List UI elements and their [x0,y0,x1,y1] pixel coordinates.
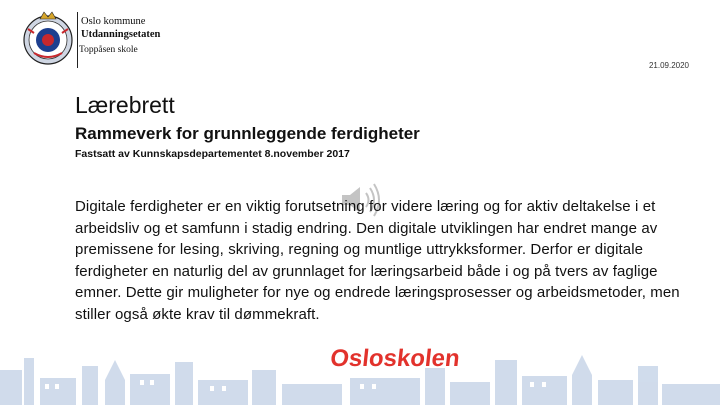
svg-text:Osloskolen: Osloskolen [328,345,462,372]
unit-name: Utdanningsetaten [81,29,161,40]
oslo-coat-of-arms-icon [22,9,74,67]
slide-subtitle: Rammeverk for grunnleggende ferdigheter [75,124,420,143]
school-name: Toppåsen skole [79,45,138,55]
header-divider [77,12,78,68]
source-line: Fastsatt av Kunnskapsdepartementet 8.november 2017 [75,148,350,160]
org-name: Oslo kommune [81,16,146,27]
slide-date: 21.09.2020 [648,61,689,70]
slide-title: Lærebrett [75,92,175,118]
organization-block [81,15,160,41]
body-paragraph: Digitale ferdigheter er en viktig forutsetning for videre læring og for aktiv deltakelse i et arbeidsliv og et samfunn i stadig endring. Den digitale utviklingen har endret mange av premissene for lesing, skriving, regning og muntlige uttrykksformer. Derfor er digitale ferdigheter en naturlig del av grunnlaget for læringsarbeid både i og på tvers av faglige emner. Dette gir muligheter for nye og endrede læringsprosesser og arbeidsmetoder, men stiller også økte krav til dømmekraft. [75,198,680,323]
osloskolen-logo [318,340,476,374]
